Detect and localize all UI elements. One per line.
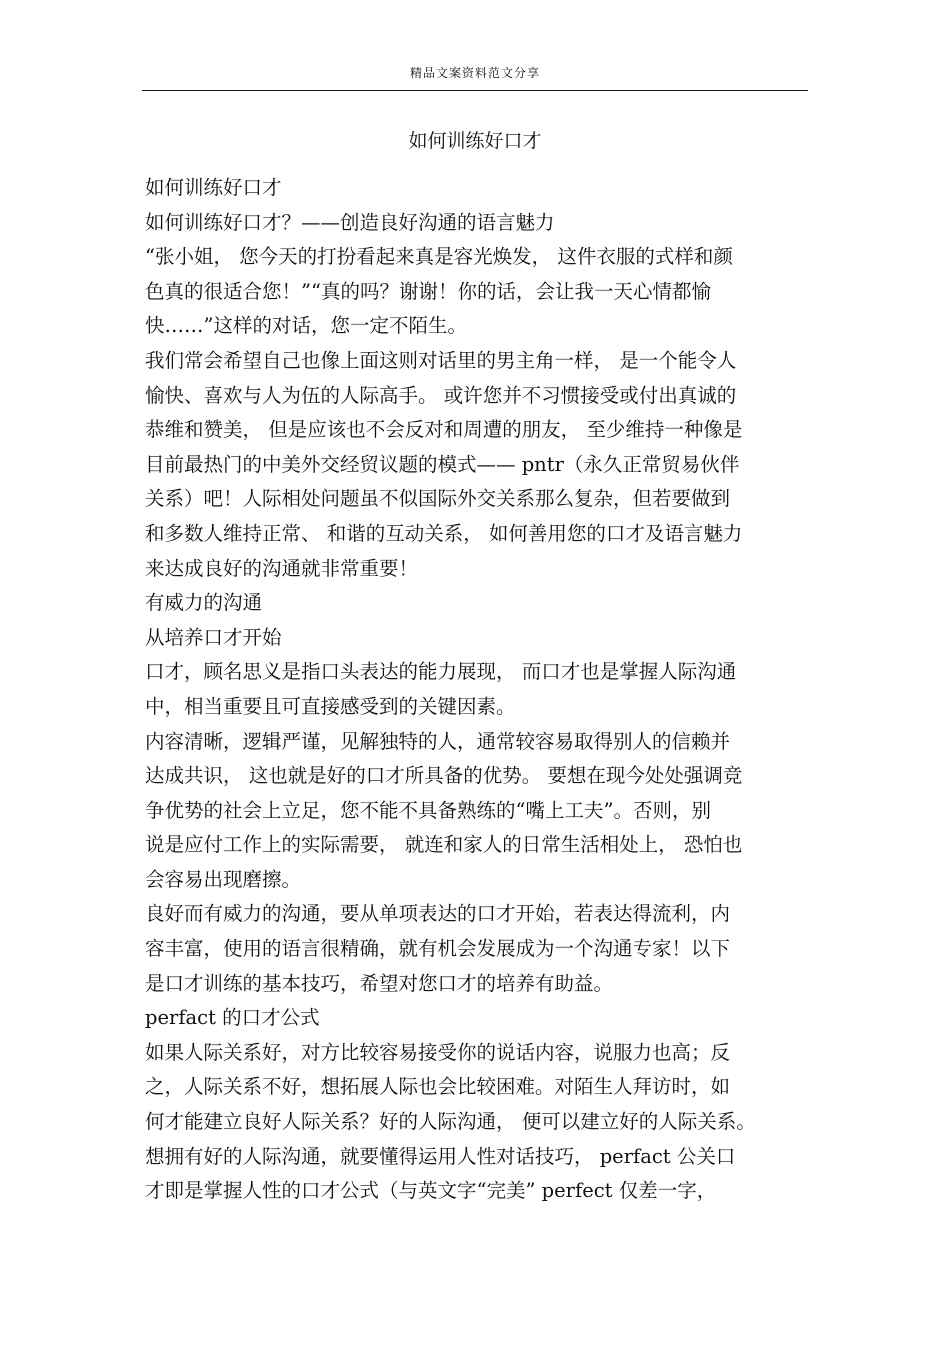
text-line: 何才能建立良好人际关系？好的人际沟通， 便可以建立好的人际关系。 — [145, 1110, 756, 1134]
text-line: 才即是掌握人性的口才公式（与英文字“完美” perfect 仅差一字， — [145, 1179, 717, 1203]
text-line: 达成共识， 这也就是好的口才所具备的优势。 要想在现今处处强调竞 — [145, 764, 743, 788]
text-line: 愉快、喜欢与人为伍的人际高手。 或许您并不习惯接受或付出真诚的 — [145, 383, 737, 407]
text-line: 良好而有威力的沟通，要从单项表达的口才开始，若表达得流利，内 — [145, 902, 731, 926]
section-heading: 从培养口才开始 — [145, 625, 282, 649]
section-heading: 有威力的沟通 — [145, 591, 263, 615]
text-line: 快……”这样的对话，您一定不陌生。 — [145, 314, 467, 338]
text-line: 容丰富，使用的语言很精确，就有机会发展成为一个沟通专家！以下 — [145, 937, 731, 961]
header-divider — [142, 90, 808, 91]
text-line: 来达成良好的沟通就非常重要！ — [145, 556, 419, 580]
text-line: 和多数人维持正常、 和谐的互动关系， 如何善用您的口才及语言魅力 — [145, 521, 743, 545]
document-body — [145, 171, 809, 1209]
text-line: 中，相当重要且可直接感受到的关键因素。 — [145, 694, 516, 718]
text-line: 之，人际关系不好，想拓展人际也会比较困难。对陌生人拜访时，如 — [145, 1075, 731, 1099]
page-header: 精品文案资料范文分享 — [409, 66, 540, 80]
text-line: 想拥有好的人际沟通，就要懂得运用人性对话技巧， perfact 公关口 — [145, 1144, 736, 1168]
text-line: 会容易出现磨擦。 — [145, 867, 302, 891]
text-line: 我们常会希望自己也像上面这则对话里的男主角一样， 是一个能令人 — [145, 348, 737, 372]
text-line: 口才，顾名思义是指口头表达的能力展现， 而口才也是掌握人际沟通 — [145, 660, 737, 684]
text-line: 内容清晰，逻辑严谨，见解独特的人，通常较容易取得别人的信赖并 — [145, 729, 731, 753]
text-line: “张小姐， 您今天的打扮看起来真是容光焕发， 这件衣服的式样和颜 — [145, 245, 733, 269]
text-line: 争优势的社会上立足，您不能不具备熟练的“嘴上工夫”。否则，别 — [145, 798, 711, 822]
section-heading: perfact 的口才公式 — [145, 1006, 320, 1030]
text-line: 如果人际关系好，对方比较容易接受你的说话内容，说服力也高；反 — [145, 1040, 731, 1064]
text-line: 关系）吧！人际相处问题虽不似国际外交关系那么复杂，但若要做到 — [145, 487, 731, 511]
text-line: 如何训练好口才？——创造良好沟通的语言魅力 — [145, 210, 555, 234]
text-line: 目前最热门的中美外交经贸议题的模式—— pntr（永久正常贸易伙伴 — [145, 452, 740, 476]
text-line: 是口才训练的基本技巧，希望对您口才的培养有助益。 — [145, 971, 614, 995]
document-title: 如何训练好口才 — [408, 130, 542, 152]
text-line: 说是应付工作上的实际需要， 就连和家人的日常生活相处上， 恐怕也 — [145, 833, 743, 857]
text-line: 如何训练好口才 — [145, 176, 282, 199]
text-line: 恭维和赞美， 但是应该也不会反对和周遭的朋友， 至少维持一种像是 — [145, 418, 743, 442]
text-line: 色真的很适合您！”“真的吗？谢谢！你的话，会让我一天心情都愉 — [145, 279, 711, 303]
